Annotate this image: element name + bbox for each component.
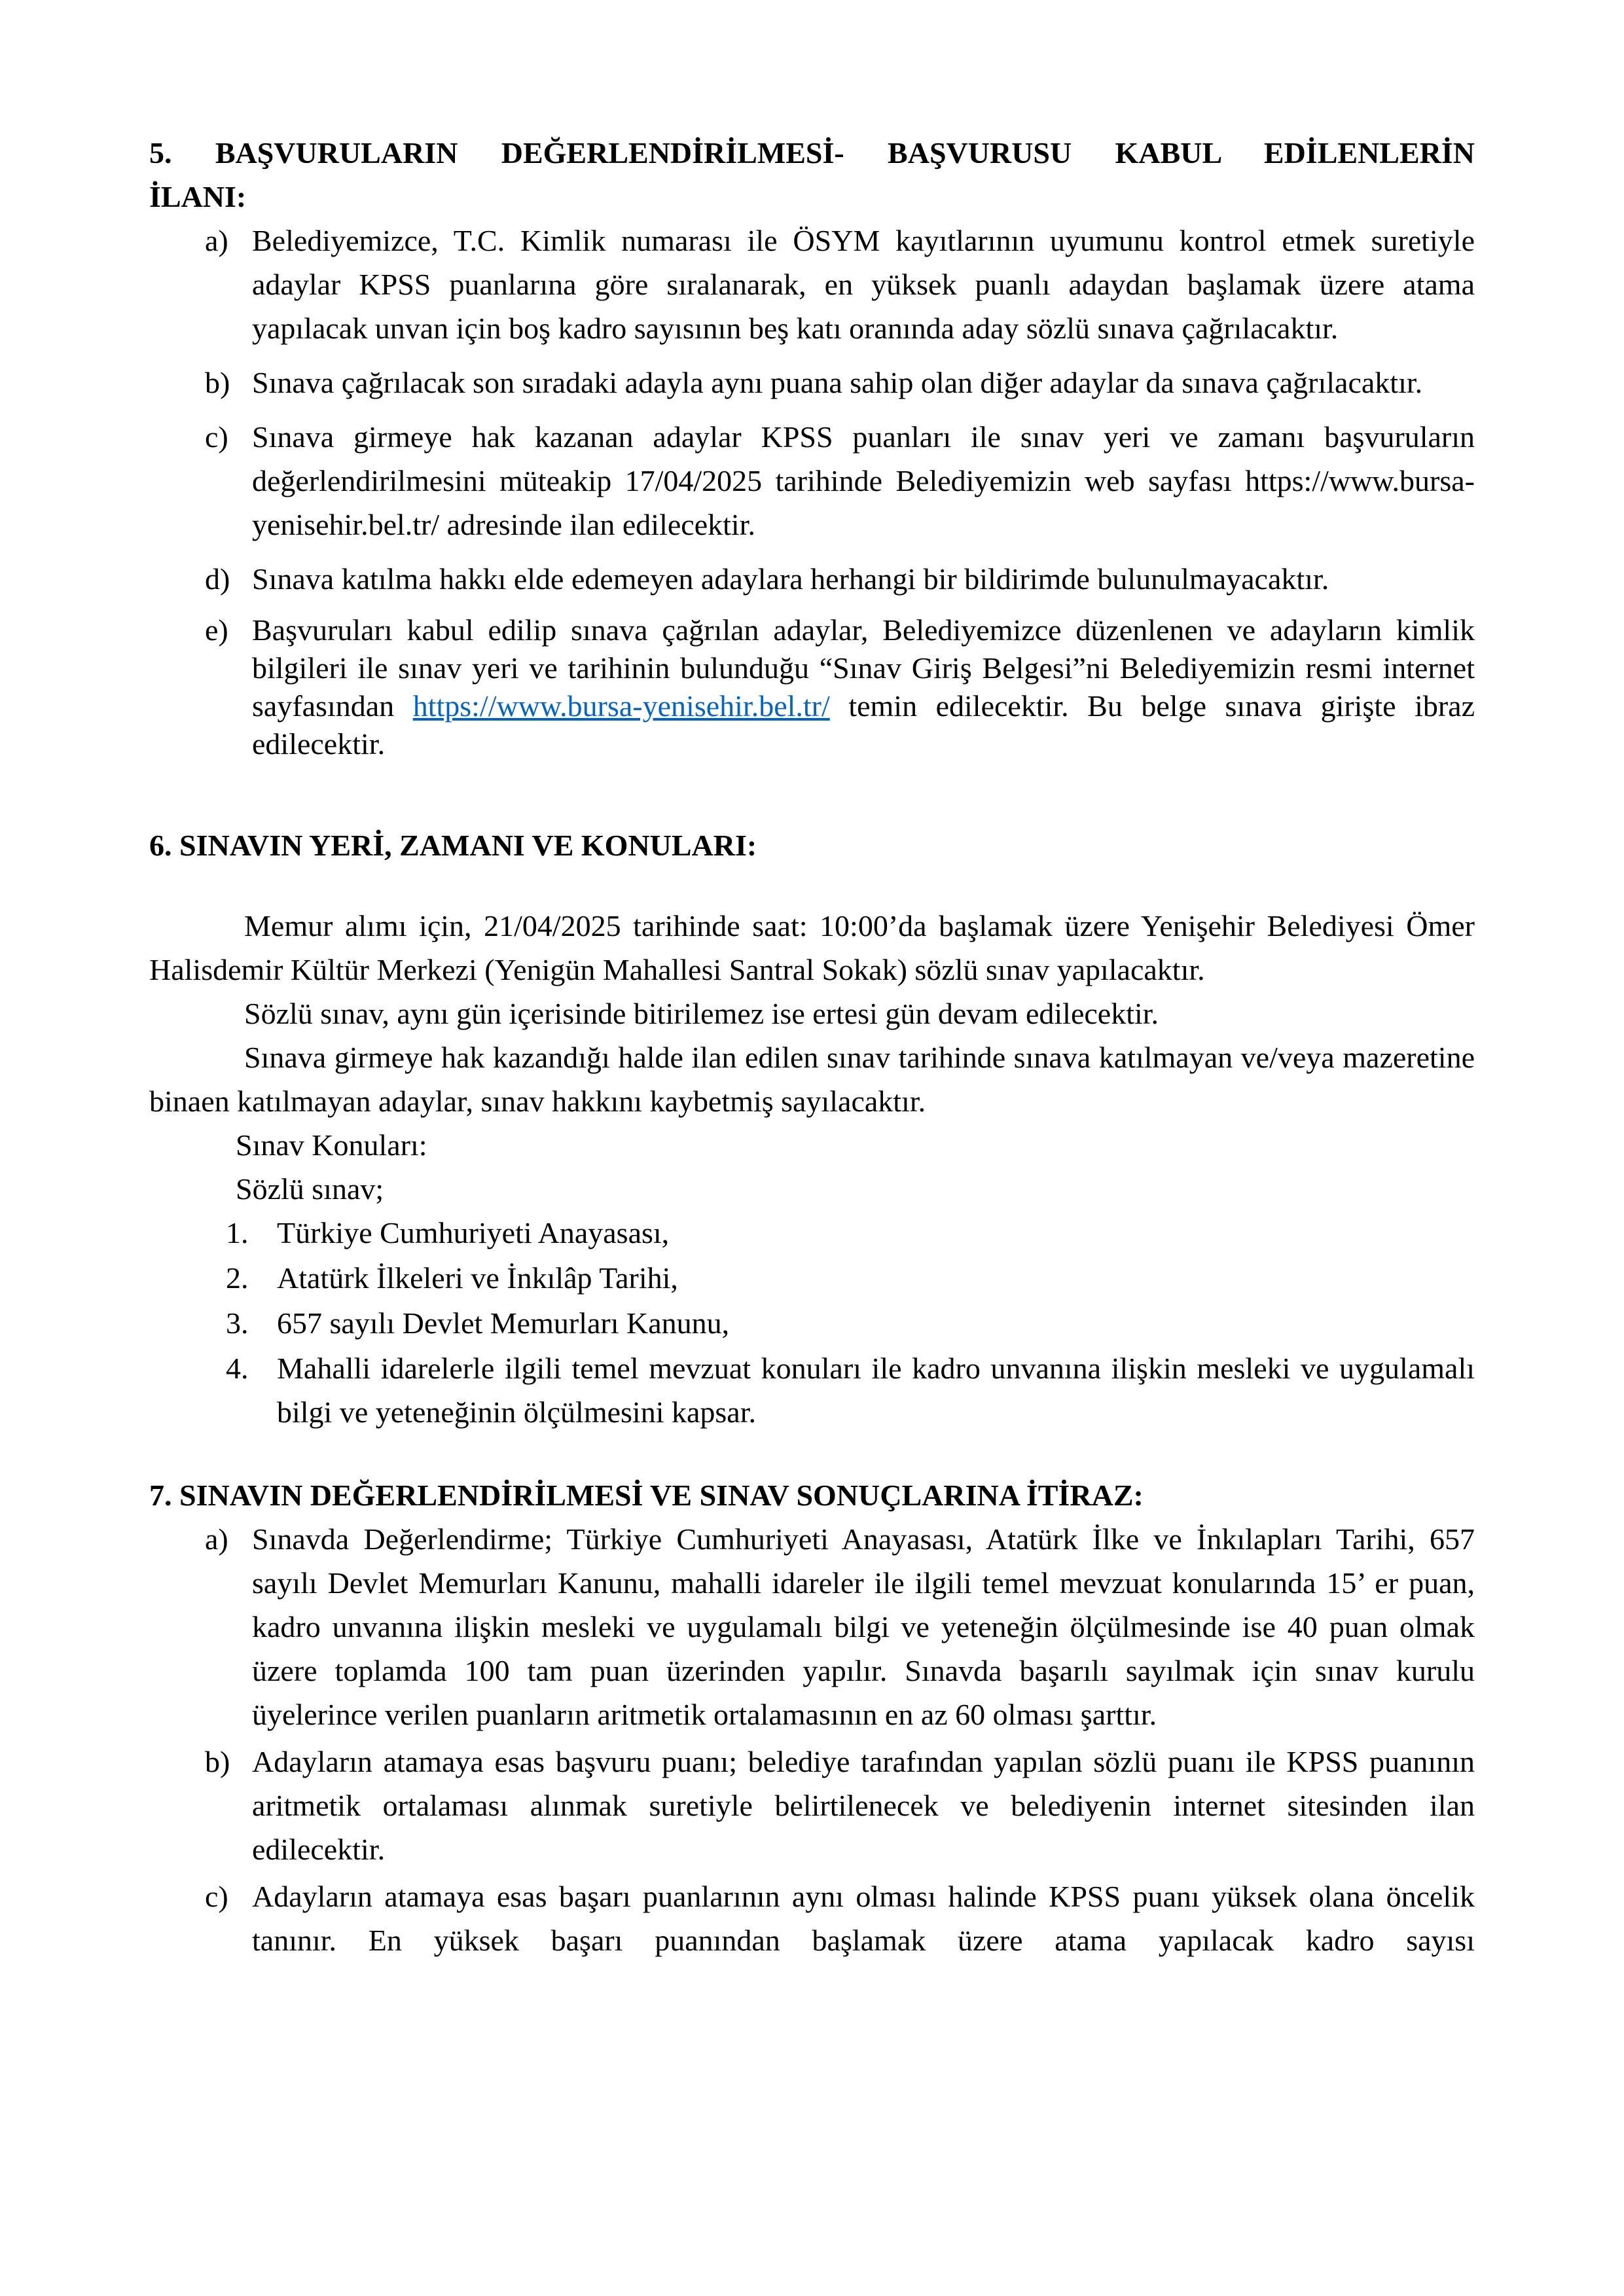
website-link[interactable]: https://www.bursa-yenisehir.bel.tr/: [412, 689, 830, 723]
list-item: [149, 1874, 1475, 1962]
list-marker: c): [205, 1880, 228, 1913]
exam-topics-label: Sınav Konuları:: [236, 1128, 427, 1162]
section-5-heading-line1: 5. BAŞVURULARIN DEĞERLENDİRİLMESİ- BAŞVURUSU KABUL EDİLENLERİN: [149, 136, 1475, 170]
section-5: [149, 131, 1475, 763]
paragraph: Sınava girmeye hak kazandığı halde ilan edilen sınav tarihinde sınava katılmayan ve/veya mazeretine binaen katılmayan adaylar, sınav hakkını kaybetmiş sayılacaktır.: [149, 1041, 1475, 1118]
list-item: [149, 1211, 1475, 1255]
section-7-heading: 7. SINAVIN DEĞERLENDİRİLMESİ VE SINAV SONUÇLARINA İTİRAZ:: [149, 1479, 1144, 1512]
oral-exam-label: Sözlü sınav;: [236, 1172, 384, 1206]
list-item-text: Türkiye Cumhuriyeti Anayasası,: [277, 1216, 670, 1249]
list-item-text: Sınava çağrılacak son sıradaki adayla aynı puana sahip olan diğer adaylar da sınava çağrılacaktır.: [252, 366, 1423, 399]
list-item-text: Adayların atamaya esas başarı puanlarının aynı olması halinde KPSS puanı yüksek olana öncelik tanınır. En yüksek başarı puanından başlamak üzere atama yapılacak kadro sayısı: [252, 1880, 1475, 1957]
list-marker: 1.: [226, 1216, 249, 1249]
list-item-text: temin edilecektir. Bu belge sınava girişte ibraz edilecektir.: [252, 689, 1475, 761]
section-5-heading-line2: İLANI:: [149, 180, 247, 213]
list-marker: a): [205, 224, 228, 257]
list-marker: b): [205, 366, 230, 399]
list-item: [149, 361, 1475, 404]
section-7: [149, 1473, 1475, 1962]
list-item-text: 657 sayılı Devlet Memurları Kanunu,: [277, 1306, 730, 1340]
list-marker: e): [205, 613, 228, 647]
list-item: [149, 219, 1475, 350]
list-item-text: Başvuruları kabul edilip sınava çağrılan adaylar, Belediyemizce düzenlenen ve adayların kimlik bilgileri ile sınav yeri ve tarihinin bulunduğu “Sınav Giriş Belgesi”ni Belediyemizin resmi internet sayfasından: [252, 613, 1475, 723]
list-item-text: Mahalli idarelerle ilgili temel mevzuat konuları ile kadro unvanına ilişkin mesleki ve uygulamalı bilgi ve yeteneğinin ölçülmesini kapsar.: [277, 1352, 1475, 1429]
list-item: [149, 557, 1475, 601]
section-5-list: [149, 219, 1475, 763]
list-item-text: Sınava katılma hakkı elde edemeyen adaylara herhangi bir bildirimde bulunulmayacaktır.: [252, 562, 1329, 596]
list-item: [149, 1256, 1475, 1300]
section-7-list: [149, 1517, 1475, 1962]
list-marker: b): [205, 1745, 230, 1778]
list-item-text: Adayların atamaya esas başvuru puanı; belediye tarafından yapılan sözlü puanı ile KPSS puanının aritmetik ortalaması alınmak suretiyle belirtilenecek ve belediyenin internet sitesinden ilan edilecektir.: [252, 1745, 1475, 1866]
list-marker: 4.: [226, 1352, 249, 1385]
list-marker: 2.: [226, 1261, 249, 1295]
list-marker: d): [205, 562, 230, 596]
list-item-text: Belediyemizce, T.C. Kimlik numarası ile ÖSYM kayıtlarının uyumunu kontrol etmek suretiyle adaylar KPSS puanlarına göre sıralanarak, en yüksek puanlı adaydan başlamak üzere atama yapılacak unvan için boş kadro sayısının beş katı oranında aday sözlü sınava çağrılacaktır.: [252, 224, 1475, 345]
list-item-text: Sınava girmeye hak kazanan adaylar KPSS puanları ile sınav yeri ve zamanı başvuruların değerlendirilmesini müteakip 17/04/2025 tarihinde Belediyemizin web sayfası https://www.bursa-yenisehir.bel.tr/ adresinde ilan edilecektir.: [252, 420, 1475, 541]
list-item-text: Sınavda Değerlendirme; Türkiye Cumhuriyeti Anayasası, Atatürk İlke ve İnkılapları Tarihi, 657 sayılı Devlet Memurları Kanunu, mahalli idareler ile ilgili temel mevzuat konularında 15’ er puan, kadro unvanına ilişkin mesleki ve uygulamalı bilgi ve yeteneğin ölçülmesinde ise 40 puan olmak üzere toplamda 100 tam puan üzerinden yapılır. Sınavda başarılı sayılmak için sınav kurulu üyelerince verilen puanların aritmetik ortalamasının en az 60 olması şarttır.: [252, 1522, 1475, 1731]
list-marker: a): [205, 1522, 228, 1556]
section-6: [149, 823, 1475, 1434]
paragraph: Memur alımı için, 21/04/2025 tarihinde saat: 10:00’da başlamak üzere Yenişehir Belediyesi Ömer Halisdemir Kültür Merkezi (Yenigün Mahallesi Santral Sokak) sözlü sınav yapılacaktır.: [149, 909, 1475, 986]
list-item: [149, 611, 1475, 763]
list-item: [149, 1740, 1475, 1871]
document-page: [149, 131, 1475, 1965]
section-5-heading: [149, 131, 1475, 219]
list-marker: 3.: [226, 1306, 249, 1340]
section-6-heading: 6. SINAVIN YERİ, ZAMANI VE KONULARI:: [149, 829, 757, 862]
list-item: [149, 1346, 1475, 1434]
list-item: [149, 1301, 1475, 1345]
list-marker: c): [205, 420, 228, 454]
exam-topics-list: [149, 1211, 1475, 1434]
paragraph: Sözlü sınav, aynı gün içerisinde bitirilemez ise ertesi gün devam edilecektir.: [244, 997, 1159, 1030]
list-item: [149, 415, 1475, 547]
list-item-text: Atatürk İlkeleri ve İnkılâp Tarihi,: [277, 1261, 678, 1295]
section-6-body: [149, 904, 1475, 1434]
list-item: [149, 1517, 1475, 1736]
